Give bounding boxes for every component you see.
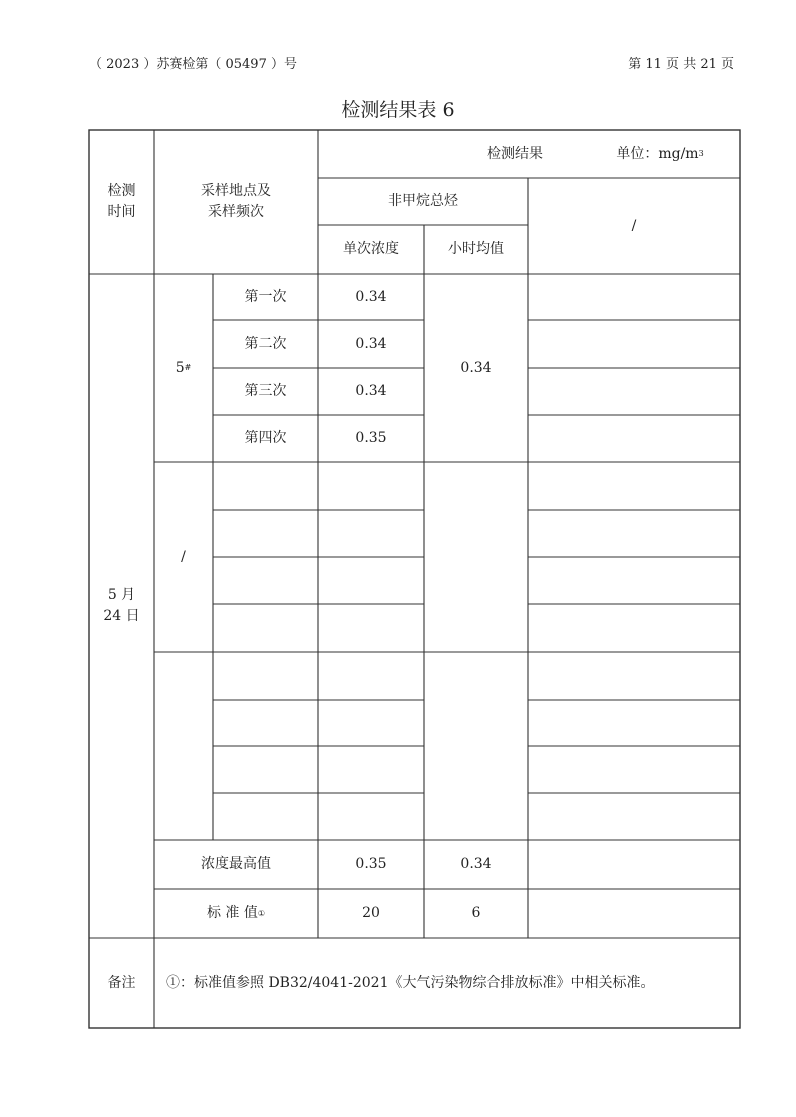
standard-text: 标 准 值 <box>206 905 258 921</box>
standard-label <box>154 889 318 938</box>
unit-superscript: 3 <box>698 149 704 158</box>
site-5-text: 5 <box>175 359 185 376</box>
freq-2: 第二次 <box>244 335 287 352</box>
value-4: 0.35 <box>355 430 387 446</box>
header-site-line1: 采样地点及 <box>201 183 271 199</box>
param-nmhc: 非甲烷总烃 <box>388 193 458 209</box>
header-site-line2: 采样频次 <box>208 204 264 220</box>
param-other: / <box>631 217 637 234</box>
value-3: 0.34 <box>355 383 387 399</box>
header-detect-time <box>89 130 154 274</box>
max-hourly: 0.34 <box>460 856 492 872</box>
date-cell <box>89 274 154 938</box>
header-results: 检测结果 <box>487 145 543 162</box>
freq-1: 第一次 <box>244 288 287 305</box>
report-number: （ 2023 ）苏赛检第（ 05497 ）号 <box>89 57 297 72</box>
date-line1: 5 月 <box>107 587 136 603</box>
standard-hourly: 6 <box>471 905 481 921</box>
header-time-line2: 时间 <box>107 204 136 220</box>
site-5-superscript: # <box>184 363 192 372</box>
max-label: 浓度最高值 <box>201 856 271 872</box>
hourly-average: 0.34 <box>460 359 492 376</box>
standard-single: 20 <box>362 905 380 921</box>
page-info: 第 11 页 共 21 页 <box>628 57 734 72</box>
unit-text: 单位：mg/m <box>616 145 699 162</box>
header-time-line1: 检测 <box>107 183 136 199</box>
header-sampling-site <box>154 130 318 274</box>
sub-hourly-avg: 小时均值 <box>448 241 504 257</box>
remark-text: ①：标准值参照 DB32/4041-2021《大气污染物综合排放标准》中相关标准。 <box>166 974 655 991</box>
value-1: 0.34 <box>355 288 387 305</box>
max-single: 0.35 <box>355 856 387 872</box>
freq-4: 第四次 <box>244 430 287 446</box>
header-unit <box>600 130 720 178</box>
remark-label: 备注 <box>107 974 136 991</box>
site-5-label <box>154 274 213 462</box>
standard-footnote-mark: ① <box>257 908 266 918</box>
site-2-label: / <box>181 548 186 565</box>
sub-single-conc: 单次浓度 <box>343 241 399 257</box>
date-line2: 24 日 <box>103 608 140 624</box>
freq-3: 第三次 <box>244 383 287 399</box>
value-2: 0.34 <box>355 335 387 352</box>
table-title: 检测结果表 6 <box>341 99 455 121</box>
